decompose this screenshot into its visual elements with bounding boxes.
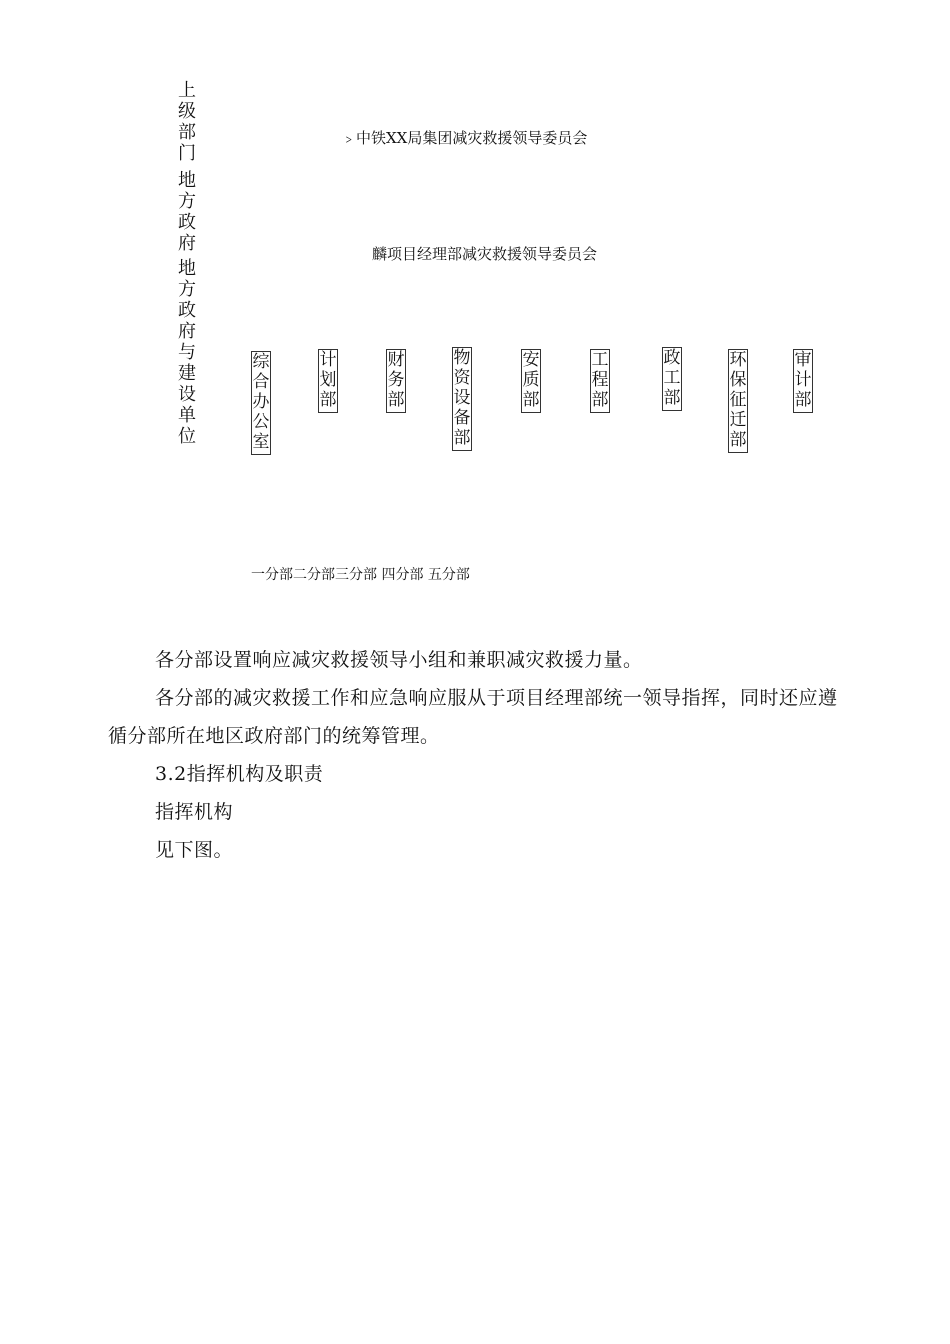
dept-audit: 审计部 (793, 349, 813, 413)
label-superior-dept: 上级部门 (178, 80, 196, 164)
branch-list: 一分部二分部三分部 四分部 五分部 (251, 567, 470, 583)
label-local-gov-and-builder: 地方政府与建设单位 (178, 258, 196, 447)
see-figure-below: 见下图。 (155, 839, 234, 861)
dept-safety-quality: 安质部 (521, 349, 541, 413)
dept-finance: 财务部 (386, 349, 406, 413)
dept-general-office: 综合办公室 (251, 351, 271, 455)
paragraph-branch-command: 各分部的减灾救援工作和应急响应服从于项目经理部统一领导指挥，同时还应遵循分部所在地区政府部门的统筹管理。 (108, 687, 838, 747)
group-committee: ﹥中铁XX局集团减灾救援领导委员会 (341, 129, 588, 147)
dept-engineering: 工程部 (590, 349, 610, 413)
label-local-gov: 地方政府 (178, 170, 196, 254)
dept-planning: 计划部 (318, 349, 338, 413)
dept-political-work: 政工部 (662, 347, 682, 411)
subheading-command-structure: 指挥机构 (155, 801, 234, 823)
dept-environment-relocation: 环保征迁部 (728, 349, 748, 453)
dept-materials-equipment: 物资设备部 (452, 347, 472, 451)
section-heading: 3.2指挥机构及职责 (155, 763, 324, 785)
project-committee: 麟项目经理部减灾救援领导委员会 (372, 245, 598, 263)
paragraph-branch-setup: 各分部设置响应减灾救援领导小组和兼职减灾救援力量。 (155, 649, 643, 671)
